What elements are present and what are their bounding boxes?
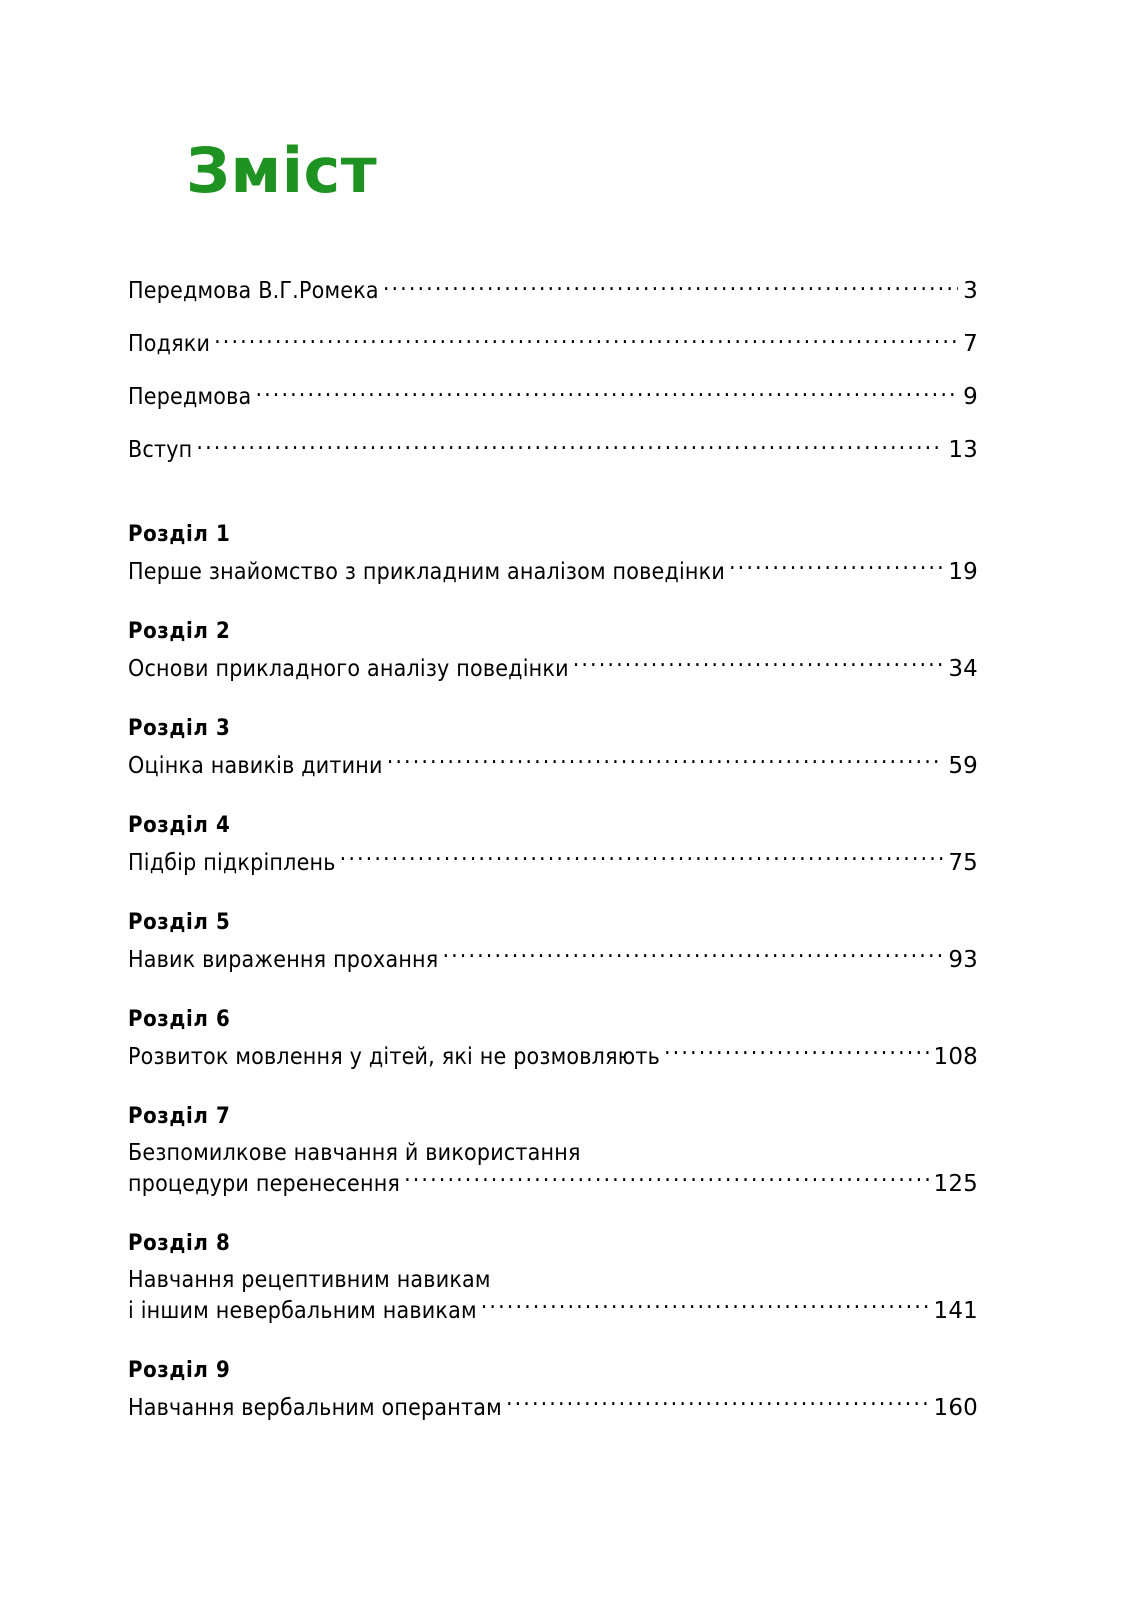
front-matter-entry-label: Передмова В.Г.Ромека [128,278,379,304]
chapter-title-line: Безпомилкове навчання й використання [128,1140,581,1166]
chapter-title-line[interactable] [128,847,978,878]
front-matter-entry-label: Подяки [128,331,211,357]
chapter-number: Розділ 4 [128,813,231,838]
front-matter-entry-label: Вступ [128,437,193,463]
front-matter-entry[interactable] [128,328,978,357]
chapter-title-label: Розвиток мовлення у дітей, які не розмовляють [128,1044,661,1070]
chapter-title-page-number: 125 [933,1171,978,1197]
chapter-number: Розділ 3 [128,716,231,741]
dot-leader [340,847,944,870]
dot-leader [481,1295,929,1318]
front-matter-entry-label: Передмова [128,384,252,410]
chapter-number: Розділ 5 [128,910,231,935]
chapter-number: Розділ 2 [128,619,231,644]
chapter-title-label: Навчання вербальним оперантам [128,1395,502,1421]
dot-leader [255,381,958,404]
chapter-number: Розділ 6 [128,1007,231,1032]
chapter-entry[interactable] [128,811,978,878]
chapter-title-label: і іншим невербальним навикам [128,1298,477,1324]
front-matter-list [128,275,978,487]
chapter-title-line[interactable] [128,1041,978,1072]
chapter-entry[interactable] [128,1102,978,1199]
chapter-entry[interactable] [128,908,978,975]
chapter-title-label: Оцінка навиків дитини [128,753,383,779]
chapter-title-page-number: 93 [948,947,978,973]
chapter-title-page-number: 34 [948,656,978,682]
chapter-title-label: процедури перенесення [128,1171,401,1197]
chapter-title-page-number: 160 [933,1395,978,1421]
chapter-entry[interactable] [128,1005,978,1072]
dot-leader [214,328,958,351]
chapter-list [128,520,978,1453]
dot-leader [404,1168,928,1191]
chapter-number: Розділ 7 [128,1104,231,1129]
front-matter-entry-page-number: 7 [963,331,978,357]
chapter-entry[interactable] [128,617,978,684]
chapter-title-line[interactable] [128,556,978,587]
page-title: Зміст [186,134,378,207]
chapter-title-label: Підбір підкріплень [128,850,336,876]
chapter-entry[interactable] [128,1356,978,1423]
dot-leader [664,1041,928,1064]
chapter-title-line[interactable] [128,1168,978,1199]
dot-leader [442,944,943,967]
chapter-number: Розділ 8 [128,1231,231,1256]
chapter-number: Розділ 1 [128,522,231,547]
chapter-title-page-number: 75 [948,850,978,876]
front-matter-entry-page-number: 3 [963,278,978,304]
chapter-title-page-number: 141 [933,1298,978,1324]
front-matter-entry[interactable] [128,434,978,463]
chapter-title-line[interactable] [128,1295,978,1326]
dot-leader [383,275,958,298]
chapter-title-page-number: 59 [948,753,978,779]
front-matter-entry[interactable] [128,381,978,410]
chapter-title-line[interactable] [128,944,978,975]
dot-leader [506,1392,929,1415]
dot-leader [387,750,944,773]
dot-leader [573,653,944,676]
dot-leader [196,434,943,457]
chapter-entry[interactable] [128,1229,978,1326]
front-matter-entry[interactable] [128,275,978,304]
chapter-title-line: Навчання рецептивним навикам [128,1267,491,1293]
chapter-title-label: Навик вираження прохання [128,947,439,973]
chapter-title-label: Основи прикладного аналізу поведінки [128,656,569,682]
chapter-title-line[interactable] [128,653,978,684]
front-matter-entry-page-number: 9 [963,384,978,410]
chapter-entry[interactable] [128,520,978,587]
chapter-title-page-number: 108 [933,1044,978,1070]
chapter-entry[interactable] [128,714,978,781]
chapter-title-label: Перше знайомство з прикладним аналізом поведінки [128,559,725,585]
front-matter-entry-page-number: 13 [948,437,978,463]
chapter-title-page-number: 19 [948,559,978,585]
dot-leader [729,556,943,579]
chapter-number: Розділ 9 [128,1358,231,1383]
chapter-title-line[interactable] [128,1392,978,1423]
chapter-title-line[interactable] [128,750,978,781]
